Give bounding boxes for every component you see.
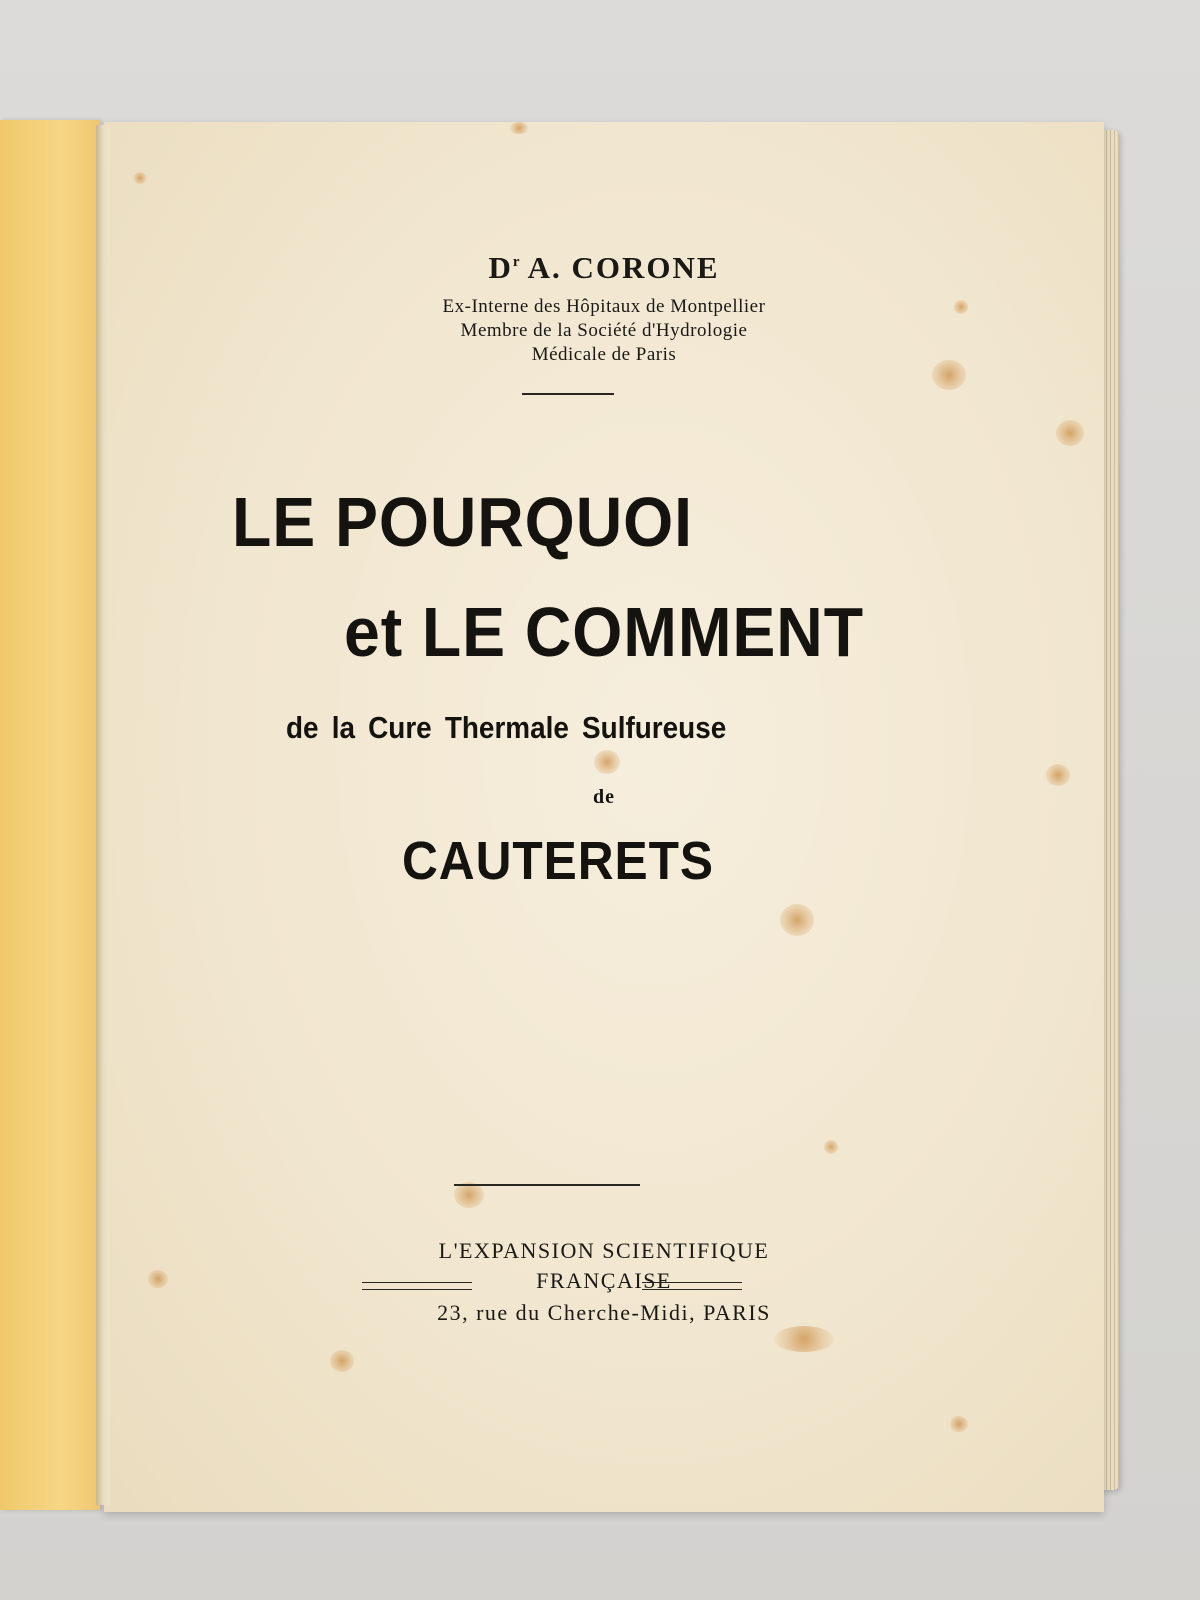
double-rule-right — [642, 1282, 742, 1290]
place-name: CAUTERETS — [402, 831, 714, 891]
divider-rule — [454, 1184, 640, 1186]
title-page — [104, 122, 1104, 1512]
foxing-spot — [510, 122, 528, 134]
foxing-spot — [780, 904, 814, 936]
foxing-spot — [330, 1350, 354, 1372]
foxing-spot — [134, 172, 146, 184]
subtitle-connector: de — [593, 786, 615, 808]
foxing-spot — [454, 1182, 484, 1208]
book-cover-yellow — [0, 120, 100, 1510]
subtitle: de la Cure Thermale Sulfureuse — [286, 710, 727, 745]
foxing-spot — [824, 1140, 838, 1154]
foxing-spot — [594, 750, 620, 774]
foxing-spot — [774, 1326, 834, 1352]
author-credential: Ex-Interne des Hôpitaux de Montpellier — [442, 296, 766, 317]
publisher-name-2: FRANÇAISE — [536, 1268, 672, 1293]
foxing-spot — [1046, 764, 1070, 786]
author-credential: Médicale de Paris — [531, 344, 677, 365]
foxing-spot — [950, 1416, 968, 1432]
publisher-address: 23, rue du Cherche-Midi, PARIS — [437, 1300, 771, 1325]
foxing-spot — [1056, 420, 1084, 446]
author-name: $D^r$ A. CORONE — [488, 250, 720, 285]
title-line-1: LE POURQUOI — [232, 483, 693, 561]
title-line-2: et LE COMMENT — [344, 593, 865, 671]
author-credential: Membre de la Société d'Hydrologie — [460, 320, 748, 341]
publisher-name: L'EXPANSION SCIENTIFIQUE — [438, 1238, 770, 1263]
book-gutter — [96, 125, 110, 1505]
divider-rule — [522, 393, 614, 395]
